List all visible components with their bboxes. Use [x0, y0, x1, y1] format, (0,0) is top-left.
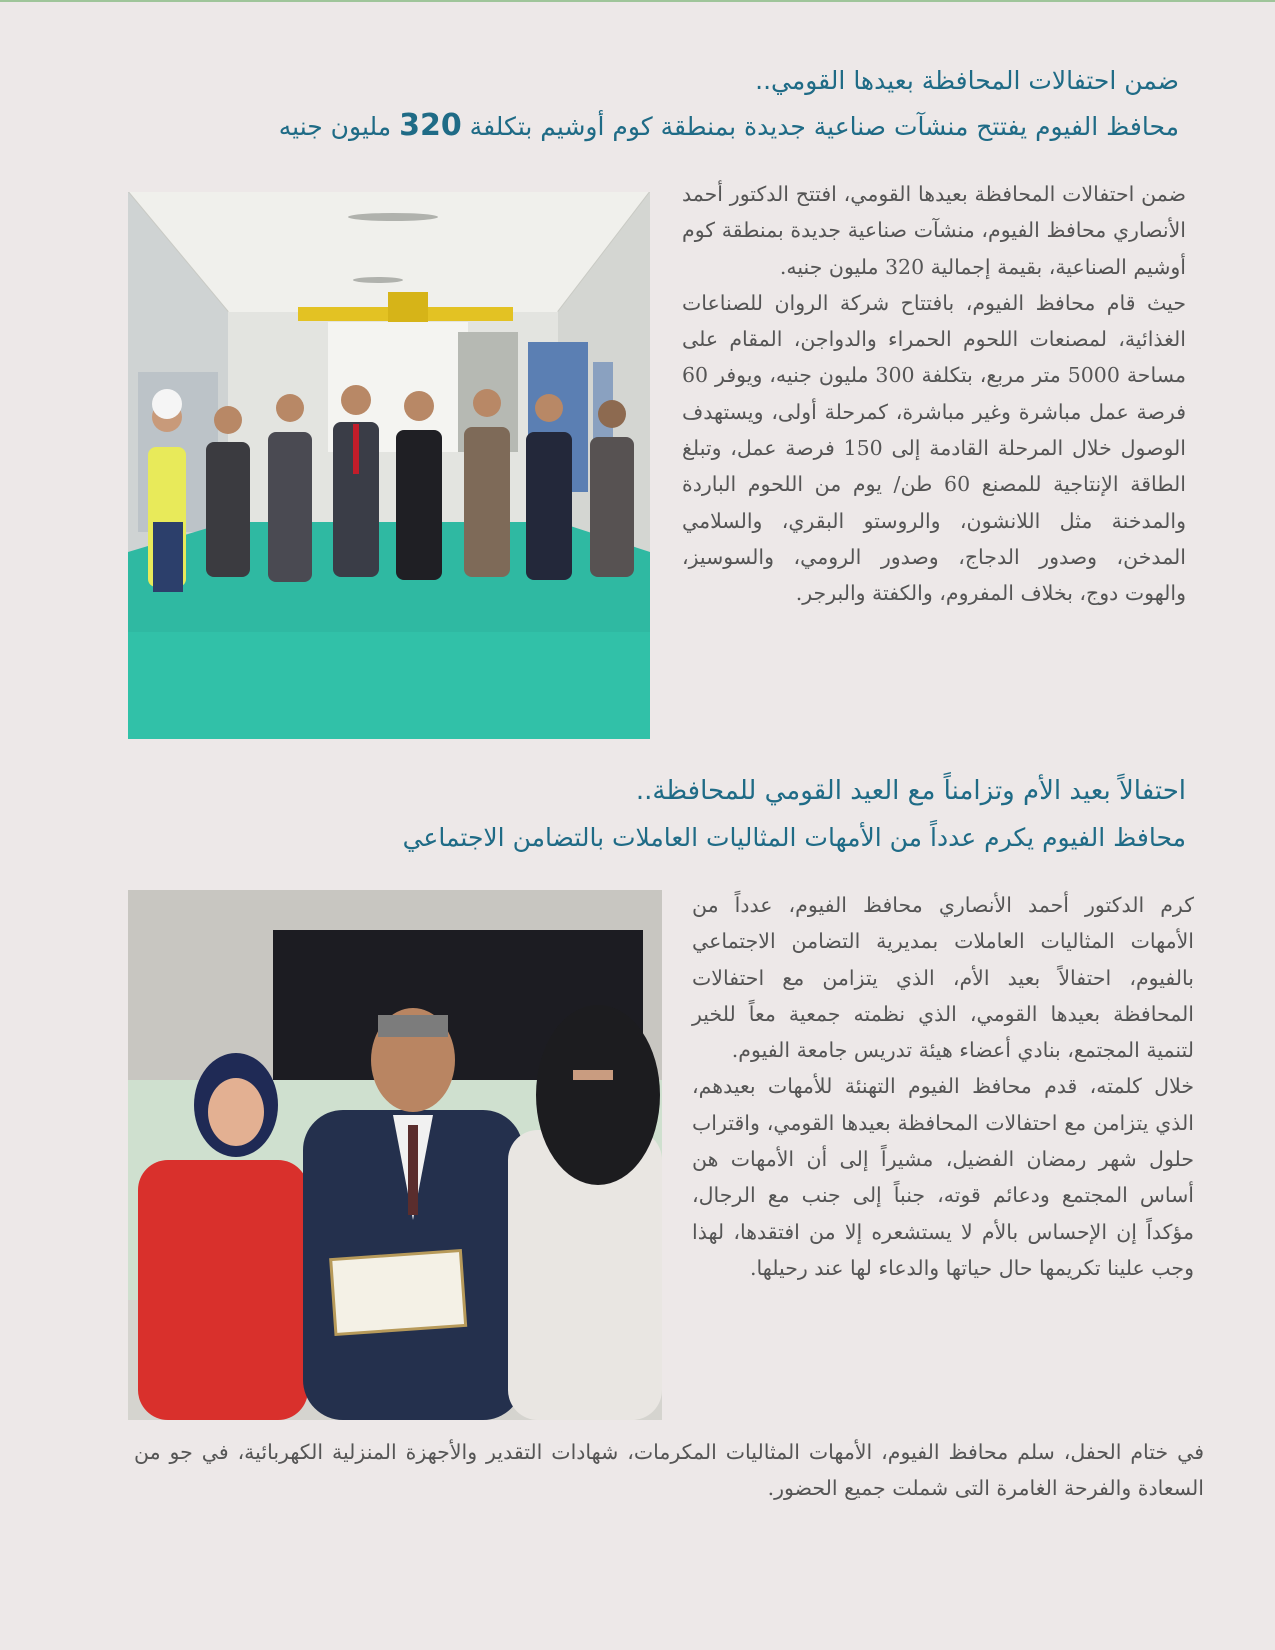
article2-kicker: احتفالاً بعيد الأم وتزامناً مع العيد القومي للمحافظة.. — [635, 776, 1186, 806]
article2-paragraph: كرم الدكتور أحمد الأنصاري محافظ الفيوم، عدداً من الأمهات المثاليات العاملات بمديرية التضامن الاجتماعي بالفيوم، احتفالاً بعيد الأم، الذي يتزامن مع احتفالات المحافظة بعيدها القومي، الذي نظمته جمعية معاً للخير لتنمية المجتمع، بنادي أعضاء هيئة تدريس جامعة الفيوم. — [692, 893, 1194, 1063]
article1-body — [682, 176, 1186, 612]
headline-text-after: مليون جنيه — [278, 112, 400, 141]
article1-headline — [279, 108, 1179, 143]
mothers-honoring-photo — [128, 890, 662, 1420]
factory-opening-photo — [128, 192, 650, 739]
award-ceremony-photo-illustration — [128, 890, 662, 1420]
article2-closing — [134, 1434, 1204, 1507]
article2-headline: محافظ الفيوم يكرم عدداً من الأمهات المثاليات العاملات بالتضامن الاجتماعي — [402, 823, 1186, 852]
factory-group-photo-illustration — [128, 192, 650, 739]
headline-text-before: محافظ الفيوم يفتتح منشآت صناعية جديدة بمنطقة كوم أوشيم بتكلفة — [461, 112, 1179, 141]
headline-cost-number: 320 — [399, 108, 462, 143]
article2-paragraph: خلال كلمته، قدم محافظ الفيوم التهنئة للأمهات بعيدهم، الذي يتزامن مع احتفالات المحافظة بعيدها القومي، واقتراب حلول شهر رمضان الفضيل، مشيراً إلى أن الأمهات هن أساس المجتمع ودعائم قوته، جنباً إلى جنب مع الرجال، مؤكداً إن الإحساس بالأم لا يستشعره إلا من افتقدها، لهذا وجب علينا تكريمها حال حياتها والدعاء لها عند رحيلها. — [692, 1074, 1194, 1280]
top-border-line — [0, 0, 1275, 2]
article1-paragraph: حيث قام محافظ الفيوم، بافتتاح شركة الروان للصناعات الغذائية، لمصنعات اللحوم الحمراء والدواجن، المقام على مساحة 5000 متر مربع، بتكلفة 300 مليون جنيه، ويوفر 60 فرصة عمل مباشرة وغير مباشرة، كمرحلة أولى، ويستهدف الوصول خلال المرحلة القادمة إلى 150 فرصة عمل، وتبلغ الطاقة الإنتاجية للمصنع 60 طن/ يوم من اللحوم الباردة والمدخنة مثل اللانشون، والروستو البقري، والسلامي المدخن، وصدور الدجاج، وصدور الرومي، والسوسيز، والهوت دوج، بخلاف المفروم، والكفتة والبرجر. — [682, 290, 1187, 606]
article2-closing-paragraph: في ختام الحفل، سلم محافظ الفيوم، الأمهات المثاليات المكرمات، شهادات التقدير والأجهزة المنزلية الكهربائية، في جو من السعادة والفرحة الغامرة التى شملت جميع الحضور. — [134, 1440, 1204, 1501]
article1-kicker: ضمن احتفالات المحافظة بعيدها القومي.. — [755, 66, 1179, 95]
article2-body — [692, 887, 1194, 1286]
article1-paragraph: ضمن احتفالات المحافظة بعيدها القومي، افتتح الدكتور أحمد الأنصاري محافظ الفيوم، منشآت صناعية جديدة بمنطقة كوم أوشيم الصناعية، بقيمة إجمالية 320 مليون جنيه. — [682, 182, 1186, 279]
